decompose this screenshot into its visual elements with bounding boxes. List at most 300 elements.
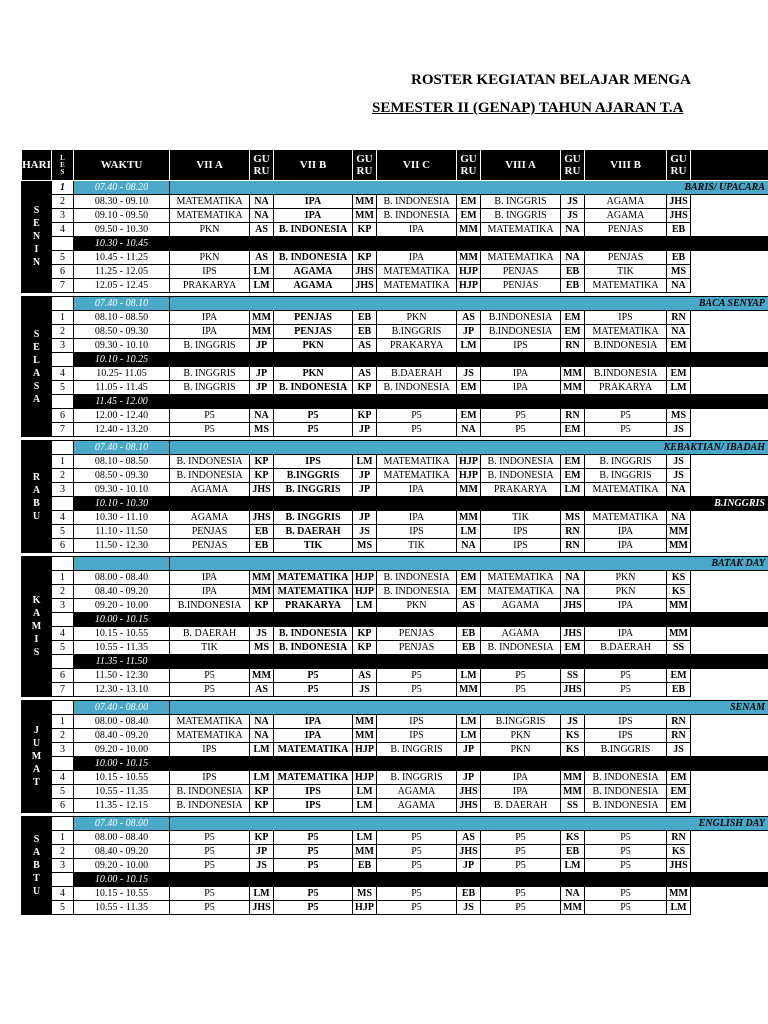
time-slot: 10.55 - 11.35 bbox=[74, 641, 170, 655]
activity-band-row bbox=[22, 817, 768, 831]
lesson-row bbox=[22, 195, 768, 209]
subject-cell: IPS bbox=[481, 539, 561, 553]
teacher-code: EB bbox=[561, 279, 585, 293]
subject-cell: P5 bbox=[170, 409, 250, 423]
subject-cell: IPS bbox=[274, 455, 353, 469]
header-guru: GU RU bbox=[353, 150, 377, 181]
les-number bbox=[52, 557, 74, 571]
subject-cell: B. INDONESIA bbox=[274, 251, 353, 265]
les-number: 1 bbox=[52, 311, 74, 325]
subject-cell: P5 bbox=[274, 831, 353, 845]
time-slot: 10.30 - 11.10 bbox=[74, 511, 170, 525]
teacher-code: NA bbox=[667, 511, 691, 525]
empty-cell bbox=[691, 279, 768, 293]
les-number: 2 bbox=[52, 195, 74, 209]
time-slot: 10.30 - 10.45 bbox=[74, 237, 170, 251]
les-number: 1 bbox=[52, 181, 74, 195]
teacher-code: JS bbox=[561, 195, 585, 209]
teacher-code: JS bbox=[667, 423, 691, 437]
teacher-code: EM bbox=[667, 669, 691, 683]
teacher-code: EM bbox=[667, 799, 691, 813]
teacher-code: JP bbox=[353, 469, 377, 483]
subject-cell: MATEMATIKA bbox=[585, 325, 667, 339]
subject-cell: MATEMATIKA bbox=[377, 469, 457, 483]
teacher-code: KP bbox=[250, 455, 274, 469]
empty-cell bbox=[691, 511, 768, 525]
teacher-code: EM bbox=[561, 641, 585, 655]
page-title: ROSTER KEGIATAN BELAJAR MENGA bbox=[411, 72, 691, 88]
subject-cell: PKN bbox=[274, 367, 353, 381]
break-label bbox=[170, 237, 768, 251]
subject-cell: P5 bbox=[377, 669, 457, 683]
teacher-code: JP bbox=[250, 339, 274, 353]
empty-cell bbox=[691, 469, 768, 483]
roster-table bbox=[21, 149, 768, 915]
teacher-code: MM bbox=[250, 325, 274, 339]
lesson-row bbox=[22, 729, 768, 743]
subject-cell: P5 bbox=[481, 859, 561, 873]
break-label bbox=[170, 395, 768, 409]
time-slot: 07.40 - 08.20 bbox=[74, 181, 170, 195]
break-row bbox=[22, 613, 768, 627]
teacher-code: HJP bbox=[457, 469, 481, 483]
empty-cell bbox=[691, 367, 768, 381]
subject-cell: P5 bbox=[170, 859, 250, 873]
les-number: 6 bbox=[52, 409, 74, 423]
teacher-code: EB bbox=[561, 845, 585, 859]
teacher-code: LM bbox=[353, 599, 377, 613]
teacher-code: NA bbox=[667, 483, 691, 497]
subject-cell: B. INDONESIA bbox=[274, 627, 353, 641]
teacher-code: LM bbox=[561, 483, 585, 497]
empty-cell bbox=[691, 455, 768, 469]
subject-cell: PENJAS bbox=[377, 627, 457, 641]
subject-cell: B. INDONESIA bbox=[377, 585, 457, 599]
subject-cell: P5 bbox=[170, 831, 250, 845]
teacher-code: LM bbox=[667, 901, 691, 915]
activity-label: BARIS/ UPACARA bbox=[170, 181, 768, 195]
teacher-code: LM bbox=[250, 743, 274, 757]
header-guru: GU RU bbox=[561, 150, 585, 181]
break-row bbox=[22, 497, 768, 511]
les-number: 5 bbox=[52, 785, 74, 799]
les-number: 7 bbox=[52, 683, 74, 697]
subject-cell: B. DAERAH bbox=[274, 525, 353, 539]
teacher-code: RN bbox=[667, 729, 691, 743]
subject-cell: B. INGGRIS bbox=[170, 381, 250, 395]
teacher-code: NA bbox=[250, 209, 274, 223]
time-slot: 09.50 - 10.30 bbox=[74, 223, 170, 237]
teacher-code: MM bbox=[250, 585, 274, 599]
subject-cell: IPS bbox=[377, 729, 457, 743]
subject-cell: PENJAS bbox=[170, 539, 250, 553]
day-name: R A B U bbox=[22, 441, 52, 553]
empty-cell bbox=[691, 845, 768, 859]
subject-cell: P5 bbox=[481, 831, 561, 845]
empty-cell bbox=[691, 325, 768, 339]
les-number bbox=[52, 613, 74, 627]
header-guru: GU RU bbox=[667, 150, 691, 181]
break-row bbox=[22, 655, 768, 669]
subject-cell: IPS bbox=[481, 339, 561, 353]
subject-cell: AGAMA bbox=[274, 279, 353, 293]
empty-cell bbox=[691, 641, 768, 655]
subject-cell: P5 bbox=[274, 683, 353, 697]
subject-cell: P5 bbox=[170, 887, 250, 901]
time-slot: 11.50 - 12.30 bbox=[74, 539, 170, 553]
teacher-code: JHS bbox=[250, 511, 274, 525]
teacher-code: LM bbox=[250, 265, 274, 279]
teacher-code: EM bbox=[561, 325, 585, 339]
teacher-code: HJP bbox=[353, 743, 377, 757]
lesson-row bbox=[22, 251, 768, 265]
subject-cell: P5 bbox=[481, 683, 561, 697]
teacher-code: KS bbox=[561, 831, 585, 845]
les-number bbox=[52, 353, 74, 367]
teacher-code: MM bbox=[457, 511, 481, 525]
time-slot: 12.30 - 13.10 bbox=[74, 683, 170, 697]
subject-cell: TIK bbox=[481, 511, 561, 525]
subject-cell: P5 bbox=[585, 859, 667, 873]
subject-cell: TIK bbox=[274, 539, 353, 553]
subject-cell: P5 bbox=[481, 409, 561, 423]
subject-cell: B.DAERAH bbox=[377, 367, 457, 381]
lesson-row bbox=[22, 209, 768, 223]
subject-cell: IPA bbox=[274, 729, 353, 743]
subject-cell: B. INDONESIA bbox=[170, 455, 250, 469]
time-slot: 11.05 - 11.45 bbox=[74, 381, 170, 395]
empty-cell bbox=[691, 339, 768, 353]
lesson-row bbox=[22, 539, 768, 553]
les-number: 3 bbox=[52, 209, 74, 223]
subject-cell: P5 bbox=[585, 831, 667, 845]
time-slot: 10.45 - 11.25 bbox=[74, 251, 170, 265]
subject-cell: MATEMATIKA bbox=[481, 585, 561, 599]
teacher-code: EM bbox=[561, 311, 585, 325]
subject-cell: B. INGGRIS bbox=[274, 483, 353, 497]
teacher-code: EM bbox=[457, 209, 481, 223]
subject-cell: IPA bbox=[481, 367, 561, 381]
subject-cell: AGAMA bbox=[585, 195, 667, 209]
teacher-code: KS bbox=[561, 743, 585, 757]
subject-cell: IPA bbox=[274, 715, 353, 729]
subject-cell: P5 bbox=[377, 887, 457, 901]
teacher-code: EM bbox=[561, 455, 585, 469]
teacher-code: LM bbox=[457, 669, 481, 683]
teacher-code: NA bbox=[561, 223, 585, 237]
subject-cell: B.INGGRIS bbox=[274, 469, 353, 483]
subject-cell: IPS bbox=[377, 715, 457, 729]
time-slot: 08.00 - 08.40 bbox=[74, 571, 170, 585]
subject-cell: P5 bbox=[170, 683, 250, 697]
time-slot: 10.10 - 10.30 bbox=[74, 497, 170, 511]
teacher-code: JS bbox=[250, 859, 274, 873]
subject-cell: AGAMA bbox=[481, 627, 561, 641]
subject-cell: B. INDONESIA bbox=[274, 641, 353, 655]
subject-cell: PKN bbox=[170, 223, 250, 237]
subject-cell: B. INDONESIA bbox=[377, 571, 457, 585]
day-name: J U M A T bbox=[22, 701, 52, 813]
lesson-row bbox=[22, 771, 768, 785]
subject-cell: B.INDONESIA bbox=[481, 325, 561, 339]
time-slot: 07.40 - 08.10 bbox=[74, 441, 170, 455]
lesson-row bbox=[22, 845, 768, 859]
teacher-code: AS bbox=[353, 669, 377, 683]
subject-cell: PRAKARYA bbox=[274, 599, 353, 613]
les-number: 5 bbox=[52, 901, 74, 915]
subject-cell: IPA bbox=[170, 571, 250, 585]
teacher-code: JP bbox=[250, 381, 274, 395]
subject-cell: P5 bbox=[481, 901, 561, 915]
subject-cell: TIK bbox=[585, 265, 667, 279]
header-waktu: WAKTU bbox=[74, 150, 170, 181]
les-number: 5 bbox=[52, 251, 74, 265]
teacher-code: EB bbox=[561, 265, 585, 279]
subject-cell: B. INGGRIS bbox=[170, 367, 250, 381]
subject-cell: PENJAS bbox=[170, 525, 250, 539]
teacher-code: RN bbox=[667, 715, 691, 729]
subject-cell: B. INDONESIA bbox=[585, 771, 667, 785]
les-number: 4 bbox=[52, 223, 74, 237]
subject-cell: MATEMATIKA bbox=[585, 483, 667, 497]
teacher-code: SS bbox=[561, 799, 585, 813]
teacher-code: NA bbox=[561, 585, 585, 599]
time-slot: 10.10 - 10.25 bbox=[74, 353, 170, 367]
subject-cell: MATEMATIKA bbox=[170, 195, 250, 209]
subject-cell: B.INDONESIA bbox=[585, 339, 667, 353]
subject-cell: B. INGGRIS bbox=[585, 469, 667, 483]
header-extra bbox=[691, 150, 768, 181]
teacher-code: MM bbox=[561, 381, 585, 395]
time-slot: 08.40 - 09.20 bbox=[74, 585, 170, 599]
subject-cell: IPA bbox=[170, 585, 250, 599]
subject-cell: P5 bbox=[585, 669, 667, 683]
subject-cell: IPA bbox=[170, 325, 250, 339]
subject-cell: MATEMATIKA bbox=[170, 209, 250, 223]
teacher-code: KS bbox=[561, 729, 585, 743]
teacher-code: JHS bbox=[250, 483, 274, 497]
subject-cell: PENJAS bbox=[274, 325, 353, 339]
subject-cell: B.INGGRIS bbox=[377, 325, 457, 339]
subject-cell: MATEMATIKA bbox=[377, 279, 457, 293]
empty-cell bbox=[691, 195, 768, 209]
teacher-code: JP bbox=[353, 423, 377, 437]
subject-cell: IPS bbox=[170, 771, 250, 785]
teacher-code: EM bbox=[667, 771, 691, 785]
les-number: 3 bbox=[52, 743, 74, 757]
les-number bbox=[52, 817, 74, 831]
subject-cell: MATEMATIKA bbox=[377, 265, 457, 279]
subject-cell: B. INGGRIS bbox=[170, 339, 250, 353]
teacher-code: EB bbox=[667, 223, 691, 237]
subject-cell: P5 bbox=[481, 887, 561, 901]
time-slot: 11.35 - 12.15 bbox=[74, 799, 170, 813]
teacher-code: AS bbox=[457, 831, 481, 845]
teacher-code: JS bbox=[457, 367, 481, 381]
teacher-code: HJP bbox=[353, 571, 377, 585]
lesson-row bbox=[22, 455, 768, 469]
subject-cell: PENJAS bbox=[377, 641, 457, 655]
subject-cell: B. INDONESIA bbox=[377, 209, 457, 223]
time-slot: 08.10 - 08.50 bbox=[74, 311, 170, 325]
subject-cell: IPS bbox=[274, 799, 353, 813]
subject-cell: IPS bbox=[585, 729, 667, 743]
time-slot: 10.00 - 10.15 bbox=[74, 757, 170, 771]
les-number bbox=[52, 237, 74, 251]
subject-cell: MATEMATIKA bbox=[481, 571, 561, 585]
time-slot: 10.00 - 10.15 bbox=[74, 613, 170, 627]
lesson-row bbox=[22, 423, 768, 437]
header-hari: HARI bbox=[22, 150, 52, 181]
teacher-code: EM bbox=[667, 785, 691, 799]
teacher-code: EB bbox=[667, 683, 691, 697]
teacher-code: JHS bbox=[457, 845, 481, 859]
les-number: 2 bbox=[52, 729, 74, 743]
subject-cell: TIK bbox=[377, 539, 457, 553]
les-number: 4 bbox=[52, 627, 74, 641]
time-slot: 07.40 - 08.00 bbox=[74, 817, 170, 831]
day-name: S E N I N bbox=[22, 181, 52, 293]
teacher-code: RN bbox=[667, 311, 691, 325]
time-slot: 10.00 - 10.15 bbox=[74, 873, 170, 887]
time-slot: 10.25- 11.05 bbox=[74, 367, 170, 381]
subject-cell: P5 bbox=[585, 683, 667, 697]
subject-cell: PENJAS bbox=[585, 251, 667, 265]
lesson-row bbox=[22, 887, 768, 901]
subject-cell: PKN bbox=[170, 251, 250, 265]
teacher-code: EM bbox=[561, 423, 585, 437]
subject-cell: B. INDONESIA bbox=[585, 799, 667, 813]
subject-cell: MATEMATIKA bbox=[274, 743, 353, 757]
teacher-code: SS bbox=[561, 669, 585, 683]
teacher-code: SS bbox=[667, 641, 691, 655]
subject-cell: PKN bbox=[481, 743, 561, 757]
time-slot bbox=[74, 557, 170, 571]
teacher-code: NA bbox=[250, 195, 274, 209]
time-slot: 09.10 - 09.50 bbox=[74, 209, 170, 223]
teacher-code: EM bbox=[457, 571, 481, 585]
empty-cell bbox=[691, 831, 768, 845]
subject-cell: MATEMATIKA bbox=[170, 715, 250, 729]
break-row bbox=[22, 353, 768, 367]
teacher-code: JP bbox=[457, 771, 481, 785]
teacher-code: MM bbox=[561, 771, 585, 785]
teacher-code: LM bbox=[250, 887, 274, 901]
subject-cell: B. INGGRIS bbox=[481, 209, 561, 223]
teacher-code: KP bbox=[353, 641, 377, 655]
subject-cell: PKN bbox=[585, 571, 667, 585]
teacher-code: JS bbox=[667, 743, 691, 757]
subject-cell: P5 bbox=[274, 423, 353, 437]
break-label bbox=[170, 757, 768, 771]
teacher-code: KP bbox=[353, 627, 377, 641]
break-row bbox=[22, 395, 768, 409]
time-slot: 12.40 - 13.20 bbox=[74, 423, 170, 437]
teacher-code: EM bbox=[457, 585, 481, 599]
teacher-code: HJP bbox=[457, 279, 481, 293]
lesson-row bbox=[22, 279, 768, 293]
teacher-code: LM bbox=[353, 455, 377, 469]
teacher-code: JS bbox=[667, 469, 691, 483]
subject-cell: PKN bbox=[585, 585, 667, 599]
header-viii-b: VIII B bbox=[585, 150, 667, 181]
subject-cell: AGAMA bbox=[170, 511, 250, 525]
subject-cell: P5 bbox=[274, 669, 353, 683]
teacher-code: RN bbox=[561, 539, 585, 553]
teacher-code: KP bbox=[353, 223, 377, 237]
teacher-code: EB bbox=[353, 311, 377, 325]
teacher-code: EM bbox=[457, 195, 481, 209]
empty-cell bbox=[691, 683, 768, 697]
teacher-code: NA bbox=[667, 279, 691, 293]
subject-cell: B.INDONESIA bbox=[170, 599, 250, 613]
teacher-code: JP bbox=[457, 325, 481, 339]
lesson-row bbox=[22, 599, 768, 613]
subject-cell: B. INDONESIA bbox=[170, 799, 250, 813]
lesson-row bbox=[22, 525, 768, 539]
lesson-row bbox=[22, 901, 768, 915]
les-number: 3 bbox=[52, 339, 74, 353]
empty-cell bbox=[691, 311, 768, 325]
teacher-code: LM bbox=[457, 339, 481, 353]
teacher-code: EM bbox=[667, 339, 691, 353]
teacher-code: NA bbox=[250, 409, 274, 423]
subject-cell: IPA bbox=[377, 251, 457, 265]
lesson-row bbox=[22, 831, 768, 845]
teacher-code: NA bbox=[561, 251, 585, 265]
teacher-code: KP bbox=[353, 409, 377, 423]
teacher-code: JHS bbox=[561, 627, 585, 641]
les-number bbox=[52, 497, 74, 511]
teacher-code: HJP bbox=[457, 265, 481, 279]
teacher-code: MM bbox=[457, 251, 481, 265]
empty-cell bbox=[691, 859, 768, 873]
subject-cell: B. INDONESIA bbox=[274, 223, 353, 237]
les-number: 1 bbox=[52, 455, 74, 469]
time-slot: 10.15 - 10.55 bbox=[74, 771, 170, 785]
lesson-row bbox=[22, 715, 768, 729]
teacher-code: AS bbox=[457, 599, 481, 613]
subject-cell: IPS bbox=[585, 311, 667, 325]
subject-cell: PKN bbox=[274, 339, 353, 353]
les-number: 1 bbox=[52, 571, 74, 585]
teacher-code: NA bbox=[457, 539, 481, 553]
subject-cell: PENJAS bbox=[481, 265, 561, 279]
lesson-row bbox=[22, 571, 768, 585]
subject-cell: AGAMA bbox=[377, 799, 457, 813]
subject-cell: B. INDONESIA bbox=[481, 641, 561, 655]
empty-cell bbox=[691, 901, 768, 915]
lesson-row bbox=[22, 511, 768, 525]
time-slot: 08.40 - 09.20 bbox=[74, 729, 170, 743]
time-slot: 09.20 - 10.00 bbox=[74, 743, 170, 757]
teacher-code: NA bbox=[250, 729, 274, 743]
les-number: 5 bbox=[52, 641, 74, 655]
time-slot: 10.15 - 10.55 bbox=[74, 627, 170, 641]
time-slot: 09.30 - 10.10 bbox=[74, 339, 170, 353]
lesson-row bbox=[22, 339, 768, 353]
teacher-code: LM bbox=[353, 831, 377, 845]
subject-cell: IPA bbox=[585, 539, 667, 553]
lesson-row bbox=[22, 669, 768, 683]
teacher-code: KP bbox=[250, 799, 274, 813]
subject-cell: P5 bbox=[274, 845, 353, 859]
les-number: 5 bbox=[52, 381, 74, 395]
subject-cell: IPS bbox=[585, 715, 667, 729]
teacher-code: MM bbox=[561, 367, 585, 381]
teacher-code: JP bbox=[250, 367, 274, 381]
les-number bbox=[52, 757, 74, 771]
